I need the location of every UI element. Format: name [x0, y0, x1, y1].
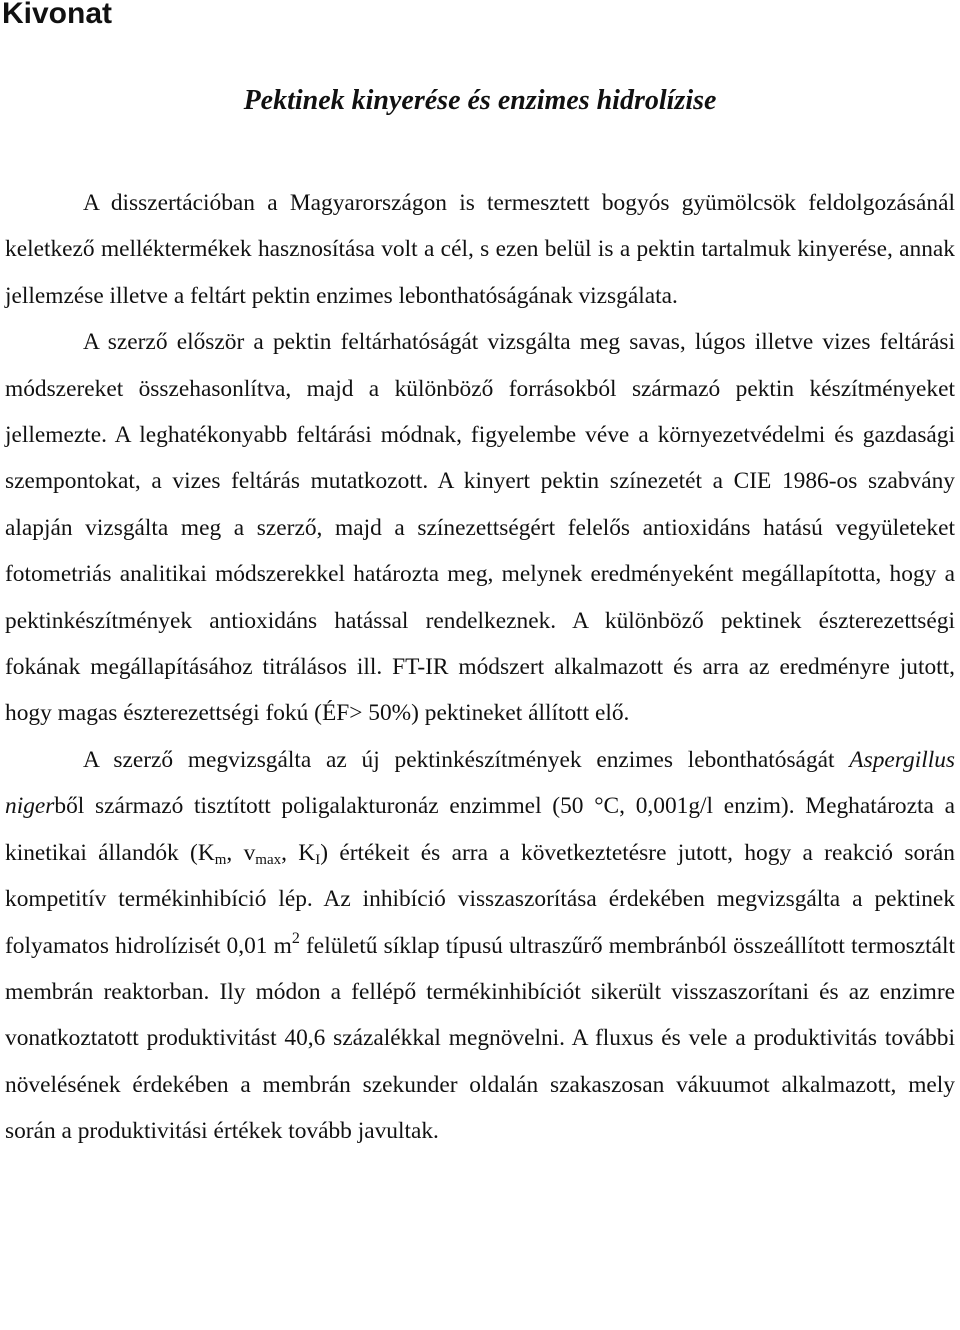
subscript-max: max [255, 851, 282, 868]
paragraph-3-text: ből származó tisztított poligalakturonáz enzimmel (50 °C, 0,001g/l enzim). Meghatározta a kinetikai állandók (K [5, 793, 955, 866]
paragraph-3-mid: ) értékeit és arra a következtetésre jutott, hogy a reakció során kompetitív termékinhibíció lép. Az inhibíció visszaszorítása érdekében megvizsgálta a pektinek folyamatos hidrolízisét 0,01 m [5, 839, 956, 959]
paragraph-3-v: , v [226, 839, 256, 866]
paragraph-2-text: A szerző először a pektin feltárhatóságát vizsgálta meg savas, lúgos illetve vizes feltárási módszereket összehasonlítva, majd a különböző forrásokból származó pektin készítményeket jellemezte. A leghatékonyabb feltárási módnak, figyelembe véve a környezetvédelmi és gazdasági szempontokat, a vizes feltárás mutatkozott. A kinyert pektin színezetét a CIE 1986-os szabvány alapján vizsgálta meg a szerző, majd a színezettségért felelős antioxidáns hatású vegyületeket fotometriás analitikai módszerekkel határozta meg, melynek eredményeként megállapította, hogy a pektinkészítmények antioxidáns hatással rendelkeznek. A különböző pektinek észterezettségi fokának megállapításához titrálásos ill. FT-IR módszert alkalmazott és arra az eredményre jutott, hogy magas észterezettségi fokú (ÉF> 50%) pektineket állított elő. [5, 329, 955, 727]
paragraph-2 [5, 319, 955, 737]
document-subtitle: Pektinek kinyerése és enzimes hidrolízise [243, 85, 717, 116]
page-heading: Kivonat [2, 0, 113, 30]
paragraph-3 [5, 737, 955, 1155]
paragraph-3-tail: felületű síklap típusú ultraszűrő membránból összeállított termosztált membrán reaktorban. Ily módon a fellépő termékinhibíciót sikerült visszaszorítani és az enzimre vonatkoztatott produktivitást 40,6 százalékkal megnövelni. A fluxus és vele a produktivitás további növelésének érdekében a membrán szekunder oldalán szakaszosan vákuumot alkalmazott, mely során a produktivitási értékek tovább javultak. [5, 932, 955, 1145]
organism-name: Aspergillus niger [5, 746, 955, 820]
paragraph-1 [5, 180, 955, 319]
abstract-body [5, 180, 955, 1155]
subscript-i: I [315, 851, 321, 868]
paragraph-3-lead: A szerző megvizsgálta az új pektinkészítmények enzimes lebonthatóságát [83, 746, 835, 773]
subscript-m: m [214, 851, 227, 868]
superscript-2: 2 [291, 929, 300, 947]
paragraph-3-k: , K [281, 839, 316, 866]
paragraph-1-text: A disszertációban a Magyarországon is termesztett bogyós gyümölcsök feldolgozásánál keletkező melléktermékek hasznosítása volt a cél, s ezen belül is a pektin tartalmuk kinyerése, annak jellemzése illetve a feltárt pektin enzimes lebonthatóságának vizsgálata. [5, 190, 955, 309]
